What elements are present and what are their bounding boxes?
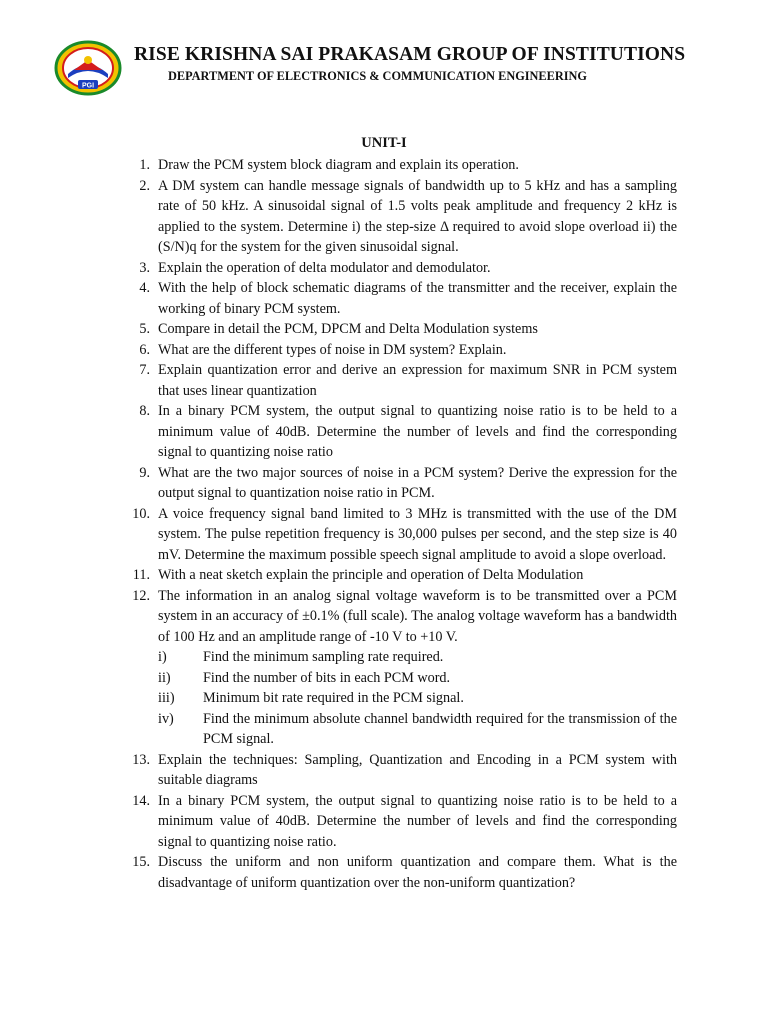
sub-question-item <box>158 647 677 668</box>
question-number: 1. <box>139 157 150 173</box>
question-item <box>0 504 677 566</box>
question-text: Discuss the uniform and non uniform quantization and compare them. What is the disadvantage of uniform quantization over the non-uniform quantization? <box>158 854 677 891</box>
question-item <box>0 319 677 340</box>
question-item <box>0 278 677 319</box>
logo-text: PGI <box>81 82 95 90</box>
department-name: DEPARTMENT OF ELECTRONICS & COMMUNICATION ENGINEERING <box>168 69 587 83</box>
question-item <box>0 401 677 463</box>
question-text: The information in an analog signal voltage waveform is to be transmitted over a PCM system in an accuracy of ±0.1% (full scale). The analog voltage waveform has a bandwidth of 100 Hz and an amplitude range of -10 V to +10 V. <box>158 587 677 645</box>
institution-name: RISE KRISHNA SAI PRAKASAM GROUP OF INSTITUTIONS <box>134 44 686 65</box>
question-item <box>0 791 677 853</box>
question-item <box>0 258 677 279</box>
question-item <box>0 852 677 893</box>
sub-question-text: Find the minimum sampling rate required. <box>203 649 444 665</box>
question-number: 3. <box>139 259 150 276</box>
question-text: Explain quantization error and derive an expression for maximum SNR in PCM system that uses linear quantization <box>158 362 677 399</box>
question-item <box>0 340 677 361</box>
question-number: 9. <box>139 464 150 481</box>
question-text: Draw the PCM system block diagram and explain its operation. <box>158 157 519 173</box>
question-item <box>0 463 677 504</box>
question-item <box>0 155 677 176</box>
question-number: 4. <box>139 280 150 296</box>
sub-question-number: ii) <box>158 669 171 686</box>
sub-question-list <box>158 647 677 750</box>
question-number: 11. <box>132 567 150 583</box>
question-text: What are the two major sources of noise in a PCM system? Derive the expression for the output signal to quantization noise ratio in PCM. <box>158 464 677 501</box>
question-list <box>0 155 768 893</box>
sub-question-text: Find the minimum absolute channel bandwidth required for the transmission of the PCM signal. <box>203 710 677 747</box>
question-text: Compare in detail the PCM, DPCM and Delta Modulation systems <box>158 321 538 337</box>
college-logo <box>54 40 122 96</box>
question-text: What are the different types of noise in DM system? Explain. <box>158 341 507 358</box>
question-number: 8. <box>139 403 150 419</box>
question-text: With the help of block schematic diagrams of the transmitter and the receiver, explain the working of binary PCM system. <box>158 280 677 317</box>
question-number: 15. <box>132 854 150 870</box>
question-text: A voice frequency signal band limited to 3 MHz is transmitted with the use of the DM system. The pulse repetition frequency is 30,000 pulses per second, and the step size is 40 mV. Determine the maximum possible speech signal amplitude to avoid a slope overload. <box>158 505 677 563</box>
question-text: Explain the techniques: Sampling, Quantization and Encoding in a PCM system with suitable diagrams <box>158 751 677 788</box>
question-number: 7. <box>139 362 150 378</box>
question-item <box>0 565 677 586</box>
sub-question-text: Find the number of bits in each PCM word. <box>203 669 451 686</box>
question-item <box>0 750 677 791</box>
page-header <box>54 38 714 98</box>
question-number: 5. <box>139 321 150 337</box>
sub-question-number: iv) <box>158 710 174 727</box>
question-item <box>0 586 677 750</box>
question-number: 12. <box>132 587 150 604</box>
question-number: 10. <box>132 505 150 522</box>
question-text: With a neat sketch explain the principle and operation of Delta Modulation <box>158 567 584 583</box>
question-text: In a binary PCM system, the output signal to quantizing noise ratio is to be held to a minimum value of 40dB. Determine the number of levels and find the corresponding signal to quantizing noise ratio <box>158 403 677 460</box>
sub-question-item <box>158 668 677 689</box>
sub-question-number: i) <box>158 649 167 665</box>
question-number: 14. <box>132 792 150 809</box>
question-number: 13. <box>132 751 150 768</box>
question-text: A DM system can handle message signals of bandwidth up to 5 kHz and has a sampling rate of 50 kHz. A sinusoidal signal of 1.5 volts peak amplitude and frequency 2 kHz is applied to the system. Determine i) the step-size Δ required to avoid slope overload ii) the (S/N)q for the system for the given sinusoidal signal. <box>158 177 677 255</box>
sub-question-item <box>158 688 677 709</box>
question-item <box>0 176 677 258</box>
sub-question-text: Minimum bit rate required in the PCM signal. <box>203 690 464 706</box>
question-number: 6. <box>139 341 150 358</box>
question-text: In a binary PCM system, the output signal to quantizing noise ratio is to be held to a minimum value of 40dB. Determine the number of levels and find the corresponding signal to quantizing noise ratio. <box>158 792 677 850</box>
unit-title: UNIT-I <box>361 135 407 151</box>
sub-question-item <box>158 709 677 750</box>
question-number: 2. <box>139 177 150 194</box>
question-text: Explain the operation of delta modulator and demodulator. <box>158 259 491 276</box>
question-item <box>0 360 677 401</box>
sub-question-number: iii) <box>158 690 175 706</box>
